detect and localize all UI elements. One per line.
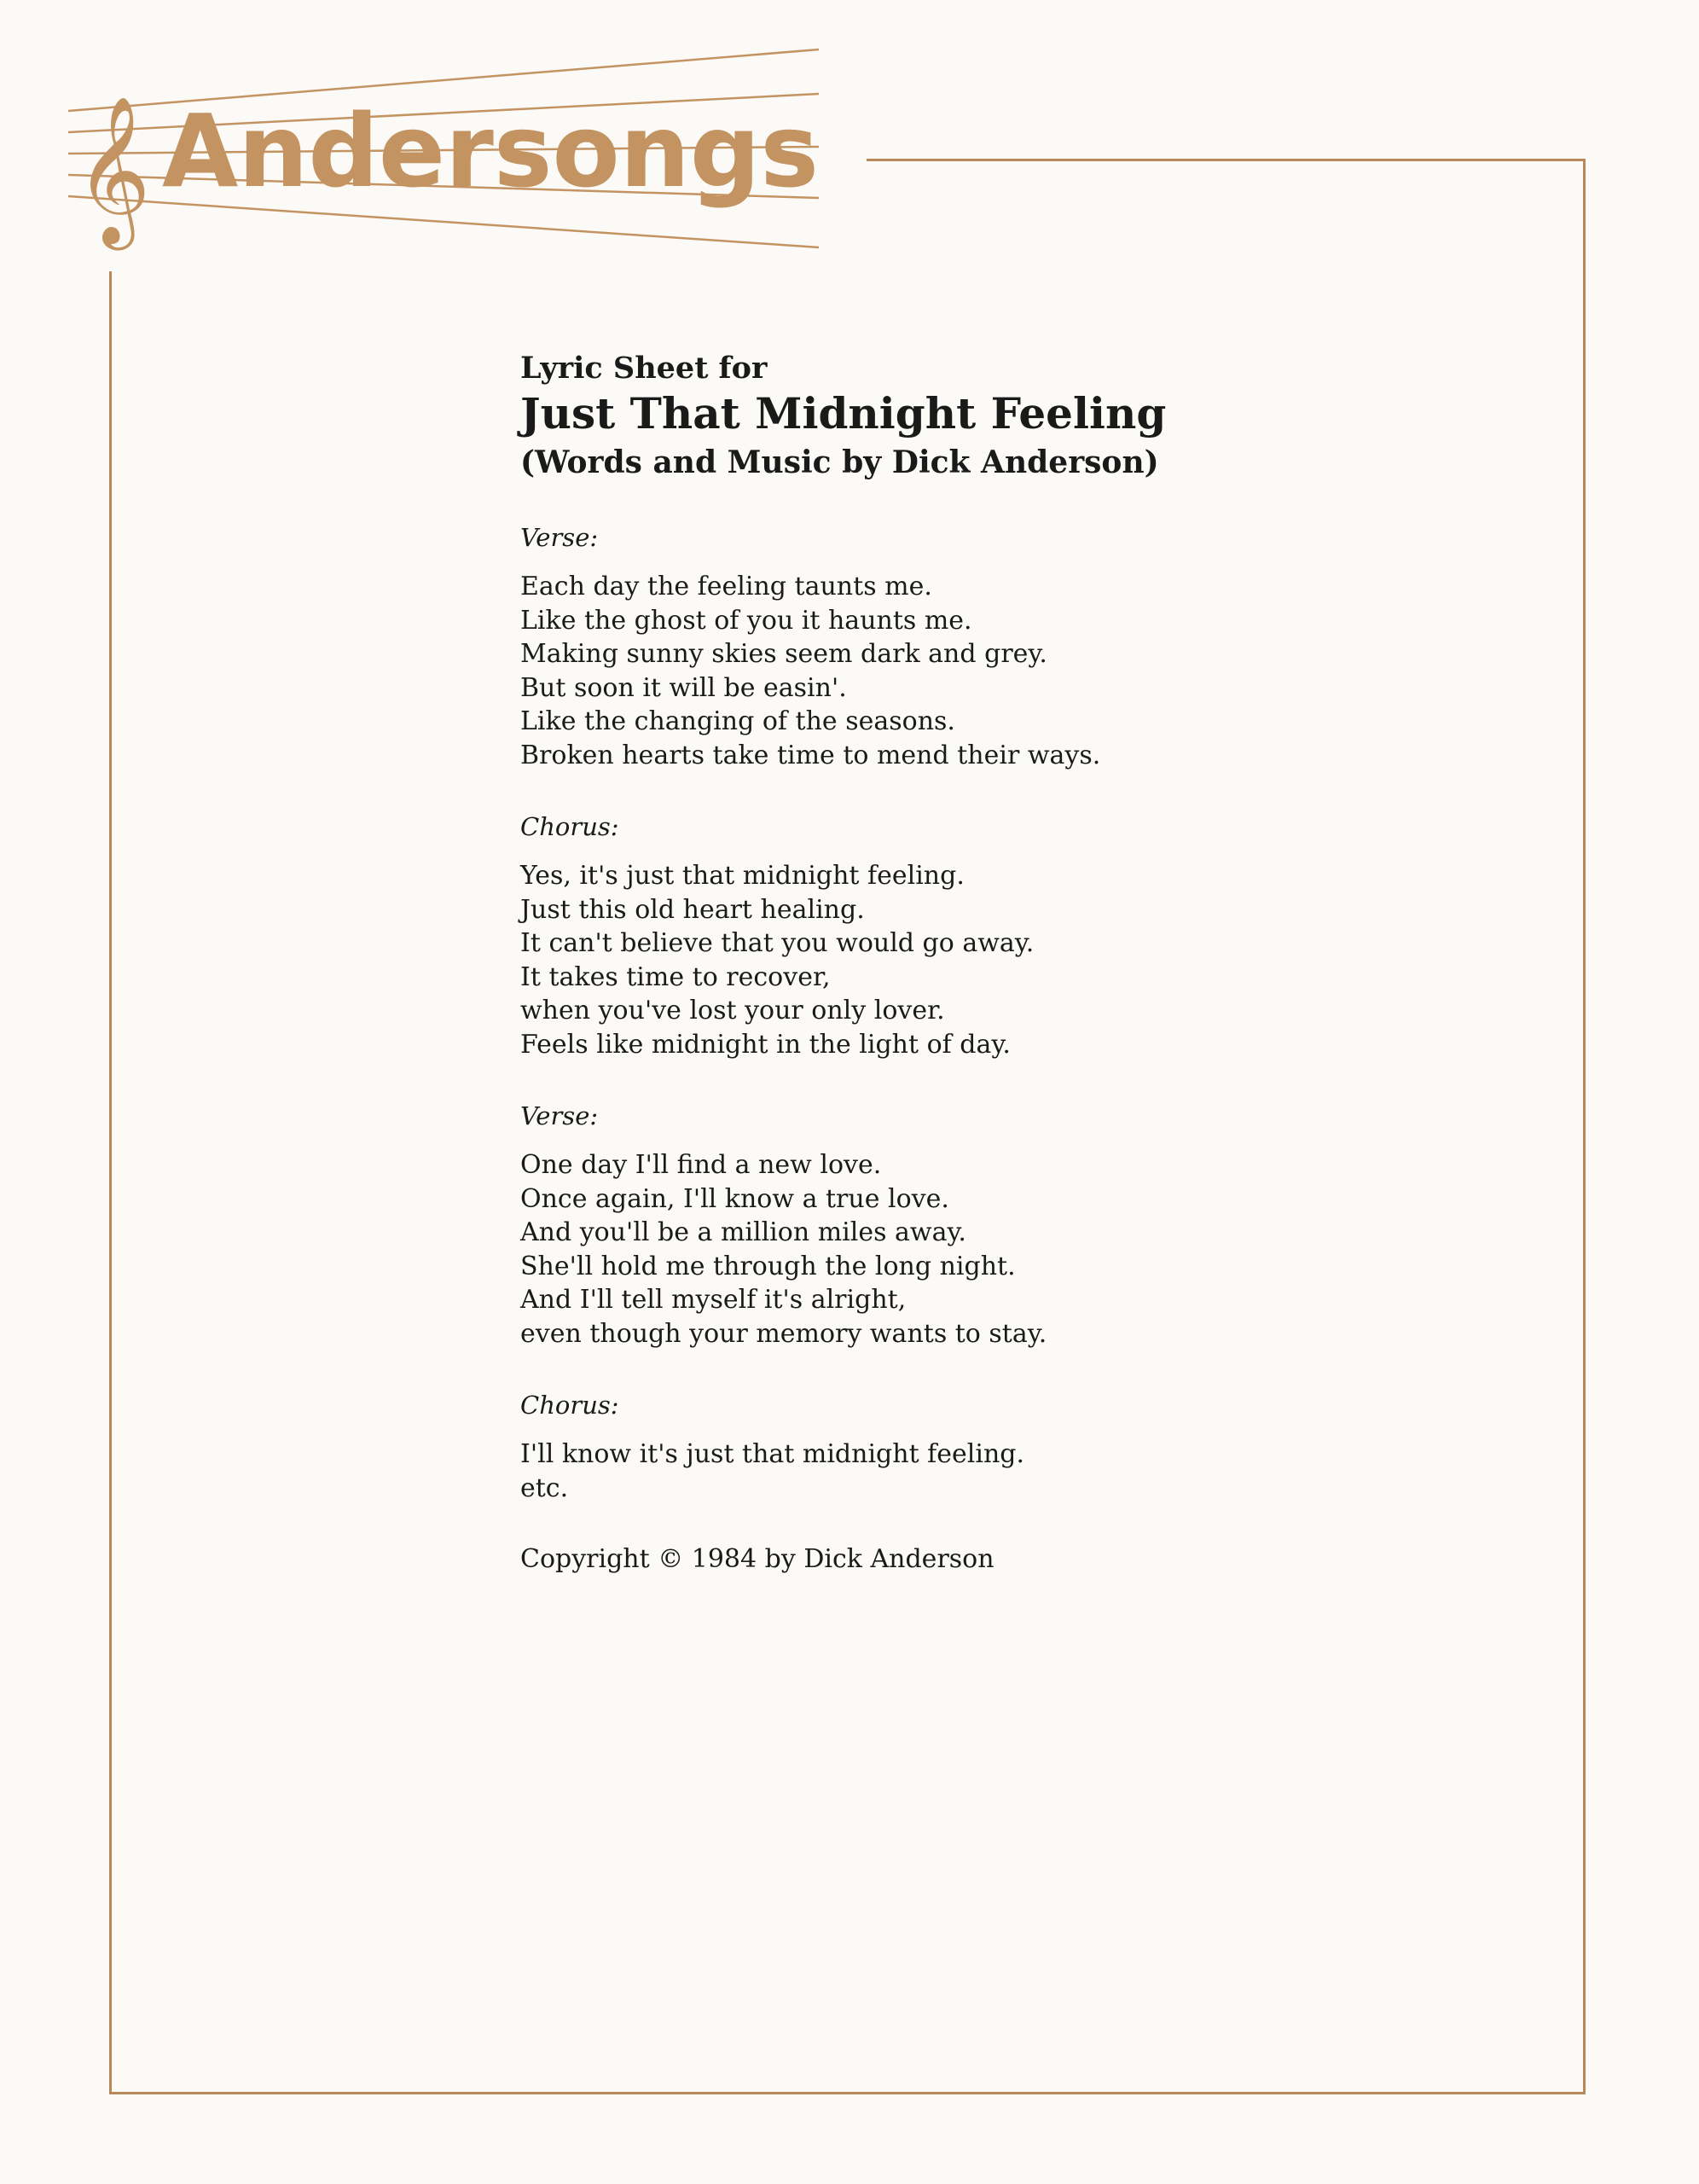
lyric-line: Like the changing of the seasons. <box>520 706 955 736</box>
section-chorus-1 <box>520 810 1501 1061</box>
lyric-line: Like the ghost of you it haunts me. <box>520 605 972 636</box>
lyric-line: Each day the feeling taunts me. <box>520 572 932 601</box>
section-label: Chorus: <box>520 1391 619 1420</box>
treble-clef-icon <box>75 96 151 251</box>
lyric-line: And you'll be a million miles away. <box>520 1217 966 1247</box>
lyric-line: But soon it will be easin'. <box>520 672 847 703</box>
copyright-notice: Copyright © 1984 by Dick Anderson <box>520 1544 994 1574</box>
lyric-line: etc. <box>520 1472 569 1503</box>
lyric-line: Broken hearts take time to mend their ways. <box>520 740 1101 770</box>
frame-bottom-line <box>109 2092 1585 2094</box>
song-title: Just That Midnight Feeling <box>520 388 1167 439</box>
song-credit: (Words and Music by Dick Anderson) <box>520 444 1159 480</box>
lyric-line: One day I'll find a new love. <box>520 1150 882 1180</box>
sheet-label: Lyric Sheet for <box>520 351 768 386</box>
section-chorus-2 <box>520 1388 1501 1505</box>
lyric-line: Yes, it's just that midnight feeling. <box>520 861 965 891</box>
section-verse-1 <box>520 520 1501 772</box>
lyric-line: Once again, I'll know a true love. <box>520 1183 949 1214</box>
lyric-line: even though your memory wants to stay. <box>520 1318 1047 1349</box>
frame-right-line <box>1583 160 1586 2094</box>
lyric-line: Feels like midnight in the light of day. <box>520 1029 1011 1060</box>
section-label: Verse: <box>520 523 599 552</box>
lyric-line: when you've lost your only lover. <box>520 996 945 1025</box>
lyric-line: And I'll tell myself it's alright, <box>520 1285 907 1315</box>
section-verse-2 <box>520 1099 1501 1350</box>
lyric-line: It can't believe that you would go away. <box>520 928 1035 958</box>
lyric-line: I'll know it's just that midnight feeling. <box>520 1439 1025 1469</box>
svg-text:𝄞: 𝄞 <box>75 96 151 244</box>
section-label: Chorus: <box>520 812 619 841</box>
andersongs-logo <box>60 43 827 264</box>
logo-wordmark: Andersongs <box>162 92 819 210</box>
lyric-line: She'll hold me through the long night. <box>520 1251 1016 1281</box>
section-label: Verse: <box>520 1101 599 1130</box>
lyric-line: Making sunny skies seem dark and grey. <box>520 639 1047 669</box>
lyric-content <box>520 350 1501 1577</box>
lyric-line: Just this old heart healing. <box>520 894 865 925</box>
frame-top-line <box>867 159 1586 161</box>
frame-left-line <box>109 271 112 2094</box>
lyric-line: It takes time to recover, <box>520 961 831 992</box>
